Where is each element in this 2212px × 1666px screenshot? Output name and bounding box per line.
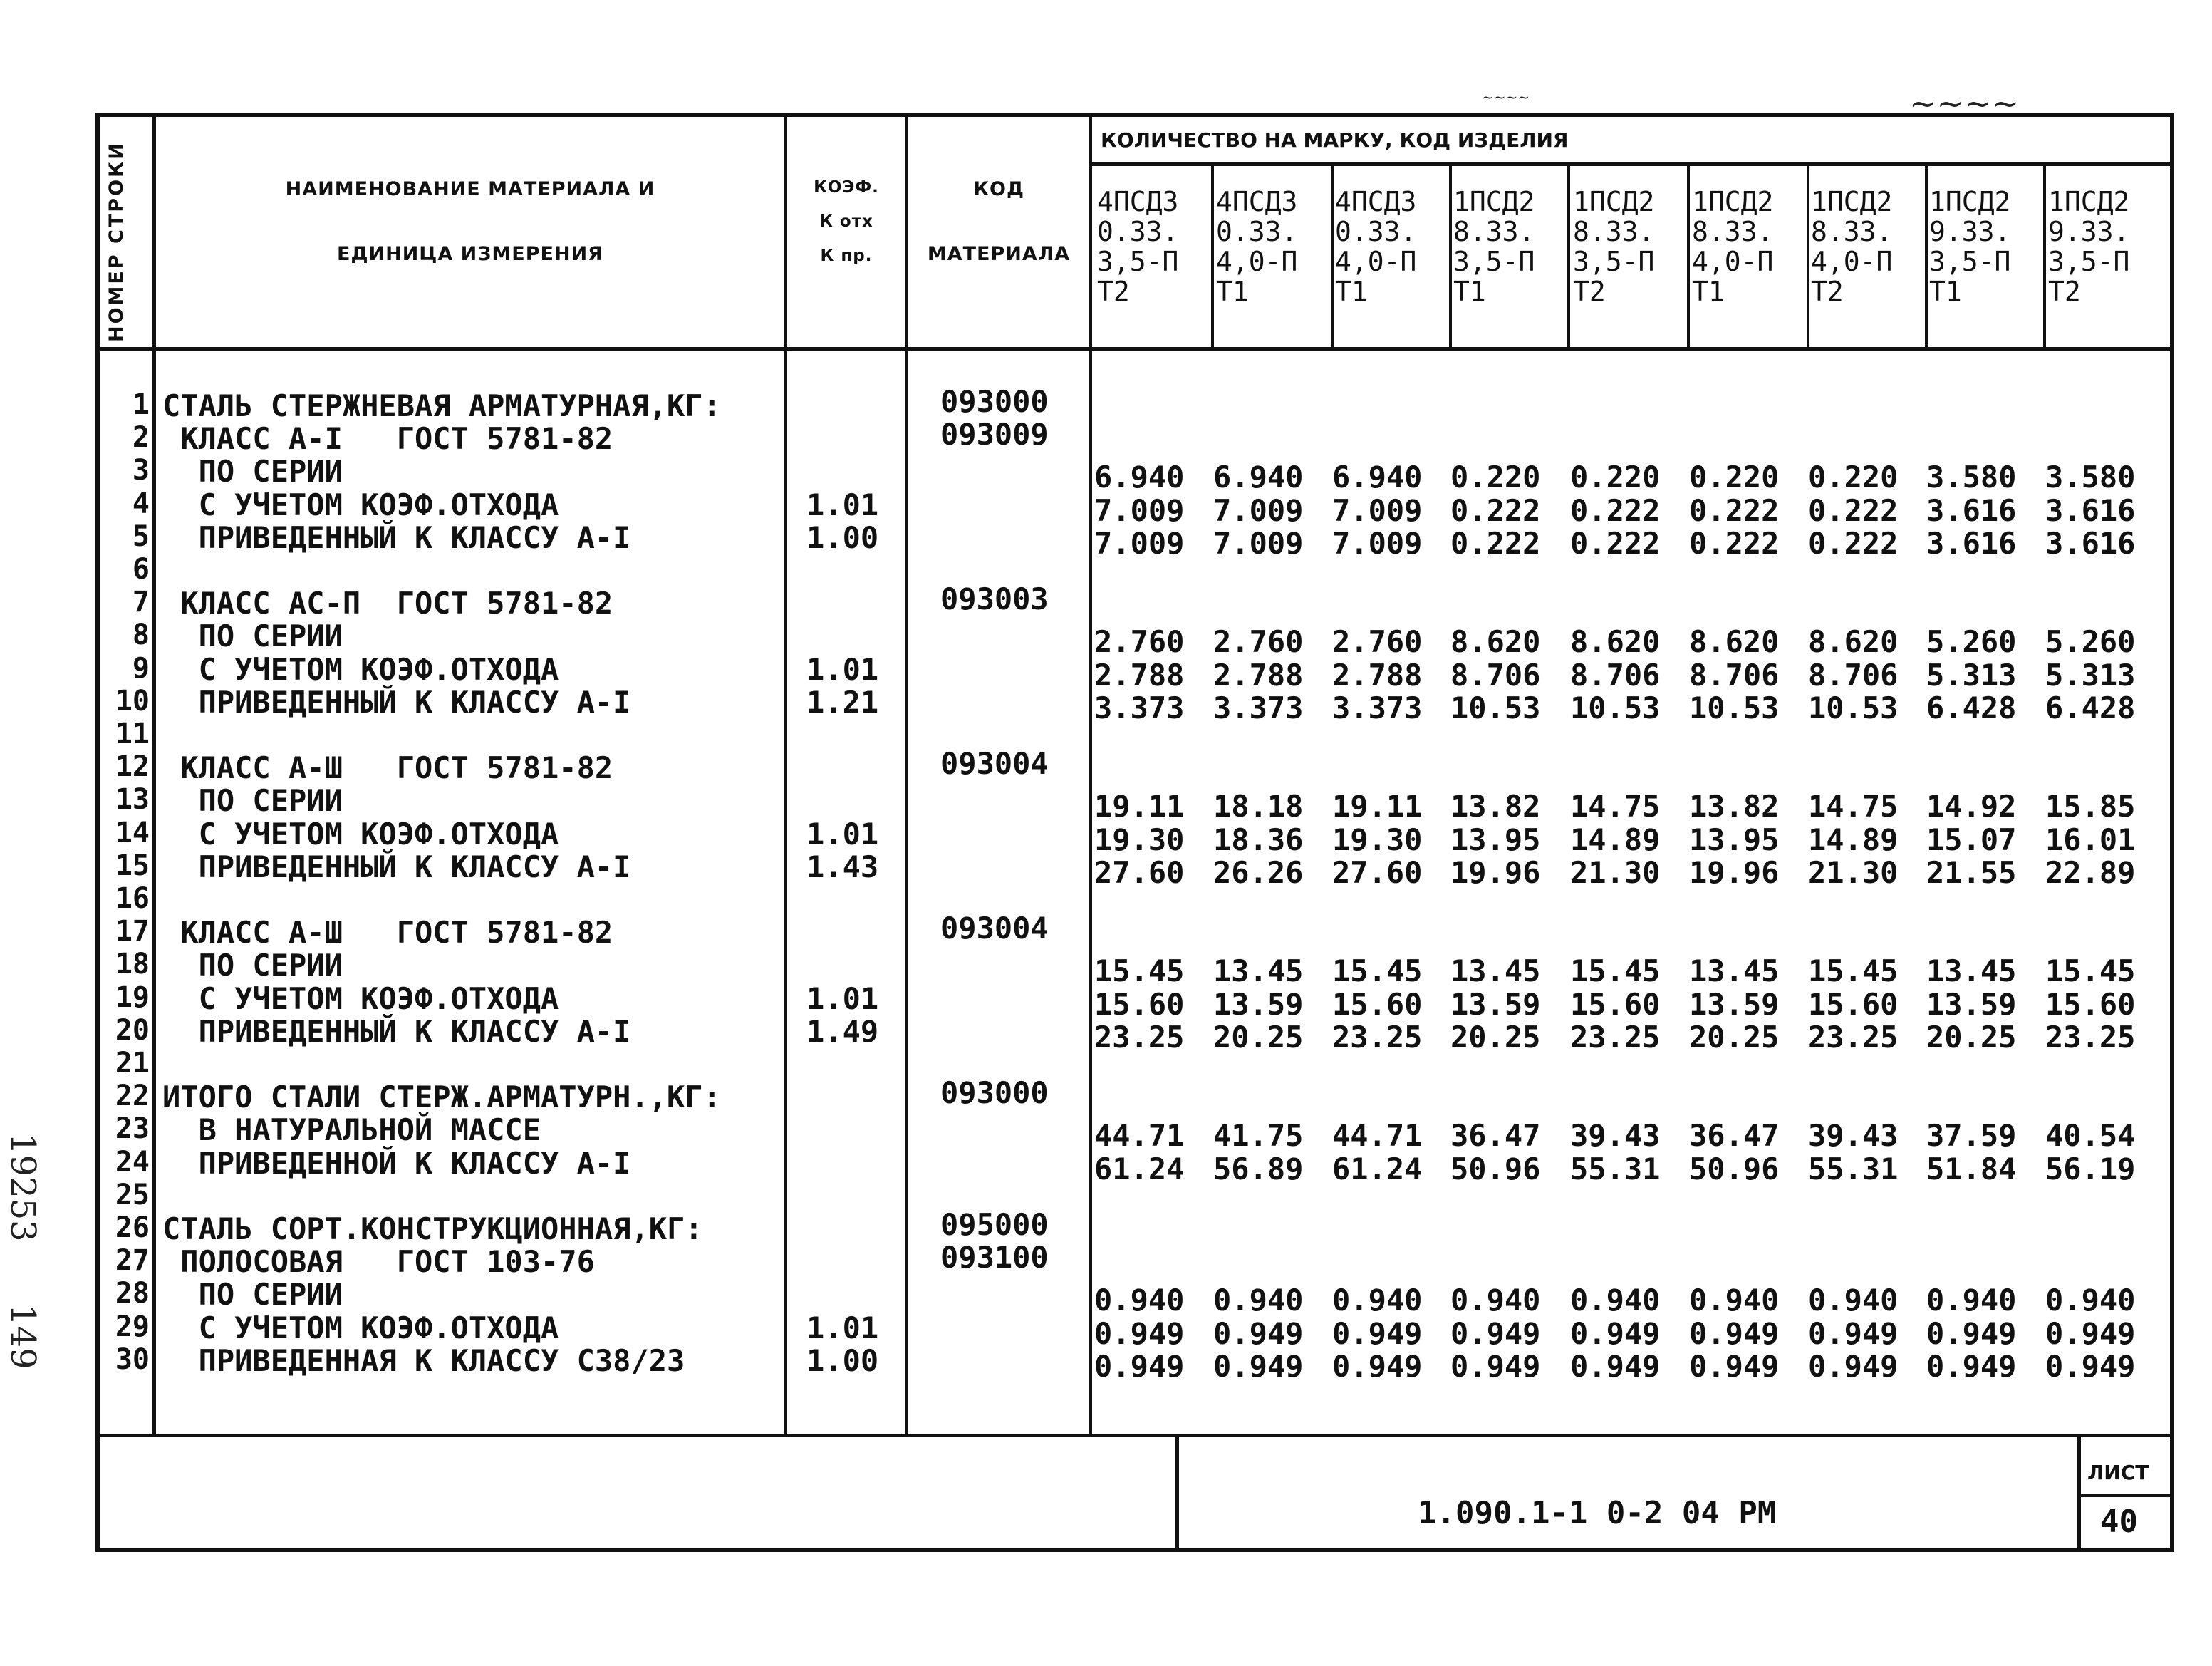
quantity-cell: 14.75 <box>1570 789 1661 824</box>
row-number: 10 <box>115 684 150 718</box>
divider-mark-col-2 <box>1331 164 1334 349</box>
quantity-cell: 0.220 <box>1808 460 1899 495</box>
quantity-cell: 8.706 <box>1450 657 1541 693</box>
quantity-cell: 0.222 <box>1689 525 1780 561</box>
header-material <box>171 178 769 265</box>
quantity-cell: 7.009 <box>1094 492 1185 528</box>
quantity-cell: 19.96 <box>1450 854 1541 890</box>
material-code: 093000 <box>940 1075 1049 1111</box>
quantity-cell: 3.580 <box>2045 460 2136 495</box>
quantity-cell: 0.940 <box>2045 1283 2136 1318</box>
material-line: ПО СЕРИИ <box>162 783 343 819</box>
quantity-cell: 56.19 <box>2045 1151 2136 1186</box>
quantity-cell: 44.71 <box>1094 1118 1185 1154</box>
divider-code <box>1089 114 1092 1436</box>
quantity-cell: 2.760 <box>1094 624 1185 660</box>
coef-value: 1.01 <box>806 487 879 522</box>
quantity-cell: 10.53 <box>1450 690 1541 725</box>
quantity-cell: 10.53 <box>1808 690 1899 725</box>
quantity-cell: 15.60 <box>2045 986 2136 1022</box>
quantity-cell: 20.25 <box>1450 1019 1541 1055</box>
row-number: 13 <box>115 783 150 817</box>
row-number: 29 <box>115 1310 150 1343</box>
quantity-cell: 51.84 <box>1926 1151 2017 1186</box>
row-number: 9 <box>132 651 150 685</box>
quantity-cell: 22.89 <box>2045 854 2136 890</box>
quantity-cell: 0.949 <box>1094 1315 1185 1351</box>
quantity-cell: 0.949 <box>1808 1348 1899 1384</box>
row-number: 11 <box>115 718 150 750</box>
quantity-cell: 0.949 <box>1926 1348 2017 1384</box>
row-number: 14 <box>115 816 150 849</box>
quantity-cell: 15.45 <box>1808 953 1899 989</box>
quantity-cell: 2.788 <box>1213 657 1304 693</box>
mark-header-9: 1ПСД2 9.33. 3,5-П Т2 <box>2048 186 2130 307</box>
quantity-cell: 0.220 <box>1450 460 1541 495</box>
coef-value: 1.43 <box>806 849 879 884</box>
quantity-cell: 13.59 <box>1689 986 1780 1022</box>
quantity-cell: 13.45 <box>1450 953 1541 989</box>
header-coef-line2: К отх <box>819 212 873 231</box>
quantity-cell: 44.71 <box>1332 1118 1423 1154</box>
material-line: ПРИВЕДЕННЫЙ К КЛАССУ А-I <box>162 849 631 884</box>
divider-qty-header <box>1089 162 2173 166</box>
quantity-cell: 2.760 <box>1213 624 1304 660</box>
quantity-cell: 18.36 <box>1213 822 1304 857</box>
material-line: ПРИВЕДЕННАЯ К КЛАССУ С38/23 <box>162 1342 685 1378</box>
coef-value: 1.21 <box>806 684 879 720</box>
material-line: С УЧЕТОМ КОЭФ.ОТХОДА <box>162 651 559 687</box>
quantity-cell: 15.60 <box>1808 986 1899 1022</box>
row-number: 4 <box>132 487 150 520</box>
quantity-cell: 20.25 <box>1689 1019 1780 1055</box>
quantity-cell: 15.45 <box>1094 953 1185 989</box>
quantity-cell: 13.45 <box>1213 953 1304 989</box>
quantity-cell: 15.60 <box>1570 986 1661 1022</box>
row-number: 27 <box>115 1244 150 1278</box>
quantity-cell: 23.25 <box>1570 1019 1661 1055</box>
quantity-cell: 2.788 <box>1332 657 1423 693</box>
quantity-cell: 18.18 <box>1213 789 1304 824</box>
divider-body-bottom <box>97 1434 2173 1437</box>
material-line: ИТОГО СТАЛИ СТЕРЖ.АРМАТУРН.,КГ: <box>162 1080 721 1115</box>
quantity-cell: 55.31 <box>1808 1151 1899 1186</box>
material-line: КЛАСС А-I ГОСТ 5781-82 <box>162 421 613 457</box>
quantity-cell: 14.89 <box>1808 822 1899 857</box>
row-number: 30 <box>115 1342 150 1376</box>
quantity-cell: 61.24 <box>1332 1151 1423 1186</box>
quantity-cell: 3.373 <box>1213 690 1304 725</box>
row-number: 15 <box>115 849 150 882</box>
mark-header-1: 4ПСД3 0.33. 3,5-П Т2 <box>1097 186 1179 307</box>
row-number: 28 <box>115 1277 150 1310</box>
quantity-cell: 55.31 <box>1570 1151 1661 1186</box>
quantity-cell: 19.30 <box>1094 822 1185 857</box>
mark-header-8: 1ПСД2 9.33. 3,5-П Т1 <box>1929 186 2011 307</box>
quantity-cell: 8.620 <box>1450 624 1541 660</box>
quantity-cell: 15.60 <box>1332 986 1423 1022</box>
quantity-cell: 0.940 <box>1808 1283 1899 1318</box>
row-number: 2 <box>132 421 150 455</box>
divider-header-bottom <box>97 347 2173 351</box>
quantity-cell: 13.59 <box>1926 986 2017 1022</box>
material-code: 093009 <box>940 417 1049 452</box>
quantity-cell: 0.949 <box>1450 1348 1541 1384</box>
quantity-cell: 0.949 <box>1213 1315 1304 1351</box>
quantity-cell: 6.940 <box>1094 460 1185 495</box>
mark-header-6: 1ПСД2 8.33. 4,0-П Т1 <box>1692 186 1774 307</box>
quantity-cell: 20.25 <box>1926 1019 2017 1055</box>
material-line: ПО СЕРИИ <box>162 619 343 654</box>
coef-value: 1.49 <box>806 1013 879 1049</box>
quantity-cell: 56.89 <box>1213 1151 1304 1186</box>
doc-code: 1.090.1-1 0-2 04 РМ <box>1418 1495 1777 1531</box>
margin-inventory-number: 19253 <box>3 1133 43 1242</box>
row-number: 5 <box>132 519 150 553</box>
material-line: СТАЛЬ СТЕРЖНЕВАЯ АРМАТУРНАЯ,КГ: <box>162 388 721 423</box>
header-code-line2: МАТЕРИАЛА <box>927 243 1071 265</box>
material-line: В НАТУРАЛЬНОЙ МАССЕ <box>162 1112 541 1148</box>
quantity-cell: 8.620 <box>1808 624 1899 660</box>
divider-coef <box>905 114 908 1436</box>
quantity-cell: 0.949 <box>1689 1315 1780 1351</box>
quantity-cell: 0.222 <box>1450 492 1541 528</box>
row-number: 17 <box>115 915 150 948</box>
quantity-cell: 10.53 <box>1570 690 1661 725</box>
quantity-cell: 3.373 <box>1094 690 1185 725</box>
header-code <box>910 178 1087 265</box>
row-number: 12 <box>115 750 150 784</box>
quantity-cell: 13.95 <box>1450 822 1541 857</box>
quantity-cell: 0.940 <box>1689 1283 1780 1318</box>
quantity-cell: 0.949 <box>1689 1348 1780 1384</box>
quantity-cell: 8.620 <box>1689 624 1780 660</box>
material-code: 095000 <box>940 1207 1049 1242</box>
quantity-cell: 27.60 <box>1332 854 1423 890</box>
divider-mark-col-3 <box>1449 164 1452 349</box>
row-number: 23 <box>115 1112 150 1146</box>
material-line: ПРИВЕДЕННЫЙ К КЛАССУ А-I <box>162 684 631 720</box>
quantity-cell: 6.428 <box>1926 690 2017 725</box>
quantity-cell: 50.96 <box>1450 1151 1541 1186</box>
coef-value: 1.01 <box>806 651 879 687</box>
quantity-cell: 0.222 <box>1689 492 1780 528</box>
header-quantity: КОЛИЧЕСТВО НА МАРКУ, КОД ИЗДЕЛИЯ <box>1101 128 1569 152</box>
quantity-cell: 40.54 <box>2045 1118 2136 1154</box>
material-code: 093000 <box>940 384 1049 419</box>
row-number: 7 <box>132 586 150 619</box>
material-line: ПО СЕРИИ <box>162 948 343 983</box>
mark-header-7: 1ПСД2 8.33. 4,0-П Т2 <box>1811 186 1893 307</box>
quantity-cell: 13.82 <box>1450 789 1541 824</box>
quantity-cell: 0.222 <box>1450 525 1541 561</box>
quantity-cell: 0.220 <box>1689 460 1780 495</box>
quantity-cell: 8.706 <box>1689 657 1780 693</box>
material-line: С УЧЕТОМ КОЭФ.ОТХОДА <box>162 981 559 1016</box>
quantity-cell: 6.940 <box>1332 460 1423 495</box>
quantity-cell: 0.949 <box>1926 1315 2017 1351</box>
quantity-cell: 13.82 <box>1689 789 1780 824</box>
sheet-number: 40 <box>2100 1504 2138 1540</box>
quantity-cell: 0.940 <box>1570 1283 1661 1318</box>
material-line: С УЧЕТОМ КОЭФ.ОТХОДА <box>162 816 559 852</box>
quantity-cell: 19.11 <box>1094 789 1185 824</box>
material-line: ПРИВЕДЕННЫЙ К КЛАССУ А-I <box>162 519 631 555</box>
quantity-cell: 3.616 <box>1926 525 2017 561</box>
quantity-cell: 5.260 <box>2045 624 2136 660</box>
quantity-cell: 39.43 <box>1808 1118 1899 1154</box>
divider-mark-col-4 <box>1567 164 1570 349</box>
quantity-cell: 7.009 <box>1332 492 1423 528</box>
quantity-cell: 3.616 <box>1926 492 2017 528</box>
sheet-label: ЛИСТ <box>2087 1461 2149 1484</box>
quantity-cell: 3.616 <box>2045 492 2136 528</box>
coef-value: 1.01 <box>806 1310 879 1345</box>
quantity-cell: 14.92 <box>1926 789 2017 824</box>
quantity-cell: 0.949 <box>1570 1348 1661 1384</box>
quantity-cell: 5.260 <box>1926 624 2017 660</box>
divider-rowno <box>152 114 156 1436</box>
quantity-cell: 0.949 <box>1570 1315 1661 1351</box>
mark-header-2: 4ПСД3 0.33. 4,0-П Т1 <box>1216 186 1298 307</box>
material-code: 093004 <box>940 911 1049 946</box>
divider-titleblock-left <box>1175 1434 1179 1551</box>
divider-mark-col-6 <box>1807 164 1809 349</box>
quantity-cell: 0.222 <box>1570 492 1661 528</box>
quantity-cell: 6.940 <box>1213 460 1304 495</box>
quantity-cell: 7.009 <box>1213 492 1304 528</box>
coef-value: 1.00 <box>806 519 879 555</box>
material-line: КЛАСС АС-П ГОСТ 5781-82 <box>162 586 613 621</box>
quantity-cell: 0.949 <box>1450 1315 1541 1351</box>
material-line: КЛАСС А-Ш ГОСТ 5781-82 <box>162 750 613 786</box>
quantity-cell: 15.85 <box>2045 789 2136 824</box>
row-number: 6 <box>132 553 150 586</box>
row-number: 1 <box>132 388 150 421</box>
material-line: С УЧЕТОМ КОЭФ.ОТХОДА <box>162 1310 559 1345</box>
quantity-cell: 21.55 <box>1926 854 2017 890</box>
quantity-cell: 20.25 <box>1213 1019 1304 1055</box>
row-number: 3 <box>132 454 150 487</box>
quantity-cell: 6.428 <box>2045 690 2136 725</box>
material-line: ПРИВЕДЕННОЙ К КЛАССУ А-I <box>162 1145 631 1181</box>
quantity-cell: 13.45 <box>1926 953 2017 989</box>
quantity-cell: 7.009 <box>1094 525 1185 561</box>
material-code: 093003 <box>940 581 1049 617</box>
divider-material <box>784 114 787 1436</box>
quantity-cell: 0.940 <box>1450 1283 1541 1318</box>
divider-sheet-label <box>2077 1494 2173 1497</box>
quantity-cell: 5.313 <box>1926 657 2017 693</box>
quantity-cell: 0.222 <box>1808 525 1899 561</box>
quantity-cell: 15.60 <box>1094 986 1185 1022</box>
quantity-cell: 13.59 <box>1213 986 1304 1022</box>
material-line: ПОЛОСОВАЯ ГОСТ 103-76 <box>162 1244 595 1280</box>
quantity-cell: 50.96 <box>1689 1151 1780 1186</box>
handwritten-scribble: ~~~~ <box>1909 84 2020 123</box>
quantity-cell: 39.43 <box>1570 1118 1661 1154</box>
material-line: КЛАСС А-Ш ГОСТ 5781-82 <box>162 915 613 951</box>
quantity-cell: 16.01 <box>2045 822 2136 857</box>
material-code: 093100 <box>940 1240 1049 1276</box>
quantity-cell: 2.760 <box>1332 624 1423 660</box>
quantity-cell: 19.11 <box>1332 789 1423 824</box>
row-number: 18 <box>115 948 150 981</box>
quantity-cell: 8.706 <box>1808 657 1899 693</box>
quantity-cell: 37.59 <box>1926 1118 2017 1154</box>
quantity-cell: 0.222 <box>1808 492 1899 528</box>
header-material-line1: НАИМЕНОВАНИЕ МАТЕРИАЛА И <box>285 178 655 200</box>
quantity-cell: 23.25 <box>1332 1019 1423 1055</box>
quantity-cell: 15.45 <box>1570 953 1661 989</box>
quantity-cell: 0.220 <box>1570 460 1661 495</box>
row-number: 8 <box>132 619 150 652</box>
quantity-cell: 36.47 <box>1450 1118 1541 1154</box>
quantity-cell: 21.30 <box>1808 854 1899 890</box>
quantity-cell: 15.07 <box>1926 822 2017 857</box>
mark-header-3: 4ПСД3 0.33. 4,0-П Т1 <box>1335 186 1417 307</box>
header-coef-line3: К пр. <box>820 247 873 265</box>
quantity-cell: 8.706 <box>1570 657 1661 693</box>
divider-mark-col-1 <box>1211 164 1214 349</box>
quantity-cell: 23.25 <box>1094 1019 1185 1055</box>
coef-value: 1.00 <box>806 1342 879 1378</box>
quantity-cell: 23.25 <box>2045 1019 2136 1055</box>
divider-titleblock-sheet <box>2077 1434 2081 1551</box>
quantity-cell: 0.949 <box>1094 1348 1185 1384</box>
header-material-line2: ЕДИНИЦА ИЗМЕРЕНИЯ <box>337 243 603 265</box>
quantity-cell: 0.949 <box>1213 1348 1304 1384</box>
quantity-cell: 7.009 <box>1213 525 1304 561</box>
quantity-cell: 0.949 <box>2045 1348 2136 1384</box>
quantity-cell: 2.788 <box>1094 657 1185 693</box>
quantity-cell: 3.616 <box>2045 525 2136 561</box>
header-row-number: НОМЕР СТРОКИ <box>105 141 128 342</box>
quantity-cell: 61.24 <box>1094 1151 1185 1186</box>
quantity-cell: 0.940 <box>1094 1283 1185 1318</box>
quantity-cell: 0.949 <box>1332 1315 1423 1351</box>
quantity-cell: 0.940 <box>1332 1283 1423 1318</box>
header-coef-line1: КОЭФ. <box>814 178 879 197</box>
quantity-cell: 5.313 <box>2045 657 2136 693</box>
coef-value: 1.01 <box>806 981 879 1016</box>
handwritten-stamp-mark: ~~~~ <box>1482 88 1530 105</box>
material-line: СТАЛЬ СОРТ.КОНСТРУКЦИОННАЯ,КГ: <box>162 1211 703 1246</box>
quantity-cell: 8.620 <box>1570 624 1661 660</box>
row-number: 19 <box>115 981 150 1014</box>
row-number: 21 <box>115 1047 150 1080</box>
material-code: 093004 <box>940 746 1049 782</box>
quantity-cell: 13.45 <box>1689 953 1780 989</box>
divider-mark-col-7 <box>1925 164 1928 349</box>
quantity-cell: 0.222 <box>1570 525 1661 561</box>
quantity-cell: 21.30 <box>1570 854 1661 890</box>
mark-header-4: 1ПСД2 8.33. 3,5-П Т1 <box>1453 186 1535 307</box>
quantity-cell: 0.949 <box>1332 1348 1423 1384</box>
header-coef <box>789 178 903 265</box>
quantity-cell: 14.89 <box>1570 822 1661 857</box>
quantity-cell: 0.949 <box>2045 1315 2136 1351</box>
mark-header-5: 1ПСД2 8.33. 3,5-П Т2 <box>1573 186 1655 307</box>
material-line: ПО СЕРИИ <box>162 1277 343 1313</box>
margin-archive-number: 149 <box>3 1304 43 1370</box>
quantity-cell: 10.53 <box>1689 690 1780 725</box>
quantity-cell: 23.25 <box>1808 1019 1899 1055</box>
row-number: 26 <box>115 1211 150 1244</box>
quantity-cell: 13.59 <box>1450 986 1541 1022</box>
quantity-cell: 27.60 <box>1094 854 1185 890</box>
quantity-cell: 0.949 <box>1808 1315 1899 1351</box>
quantity-cell: 15.45 <box>2045 953 2136 989</box>
row-number: 16 <box>115 882 150 915</box>
quantity-cell: 3.373 <box>1332 690 1423 725</box>
quantity-cell: 7.009 <box>1332 525 1423 561</box>
quantity-cell: 15.45 <box>1332 953 1423 989</box>
quantity-cell: 3.580 <box>1926 460 2017 495</box>
row-number: 20 <box>115 1013 150 1047</box>
quantity-cell: 19.96 <box>1689 854 1780 890</box>
quantity-cell: 0.940 <box>1926 1283 2017 1318</box>
material-line: ПРИВЕДЕННЫЙ К КЛАССУ А-I <box>162 1013 631 1049</box>
material-line: С УЧЕТОМ КОЭФ.ОТХОДА <box>162 487 559 522</box>
row-number: 25 <box>115 1178 150 1211</box>
quantity-cell: 14.75 <box>1808 789 1899 824</box>
quantity-cell: 0.940 <box>1213 1283 1304 1318</box>
divider-mark-col-8 <box>2043 164 2046 349</box>
row-number: 24 <box>115 1145 150 1179</box>
material-line: ПО СЕРИИ <box>162 454 343 490</box>
divider-mark-col-5 <box>1687 164 1690 349</box>
header-code-line1: КОД <box>972 178 1025 200</box>
quantity-cell: 19.30 <box>1332 822 1423 857</box>
row-number: 22 <box>115 1080 150 1113</box>
quantity-cell: 26.26 <box>1213 854 1304 890</box>
quantity-cell: 13.95 <box>1689 822 1780 857</box>
coef-value: 1.01 <box>806 816 879 852</box>
quantity-cell: 41.75 <box>1213 1118 1304 1154</box>
quantity-cell: 36.47 <box>1689 1118 1780 1154</box>
